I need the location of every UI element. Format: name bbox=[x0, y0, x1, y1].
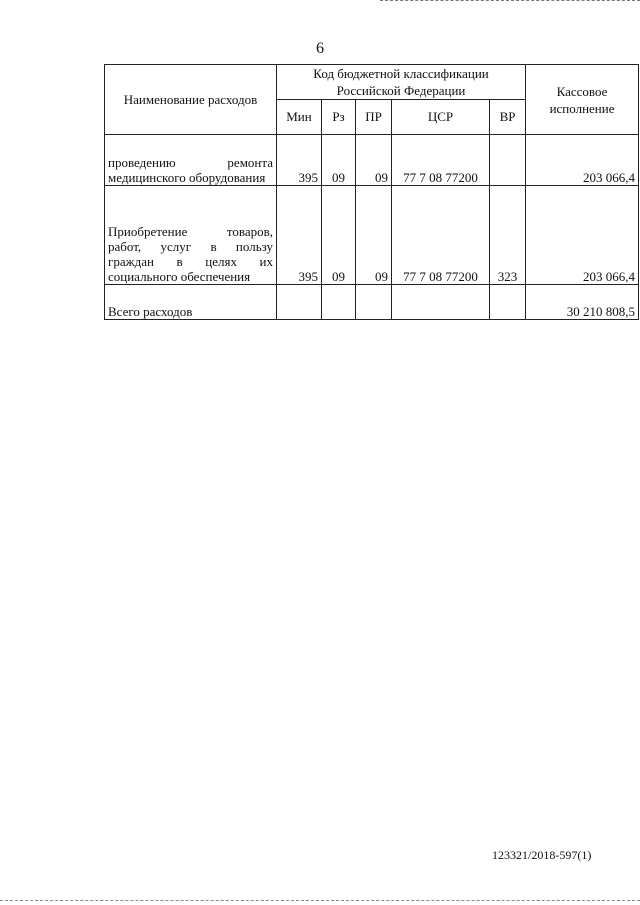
table-row bbox=[105, 186, 639, 285]
table-row bbox=[105, 135, 639, 186]
header-row bbox=[105, 65, 639, 100]
expenses-table bbox=[104, 64, 639, 320]
row-vr: 323 bbox=[490, 186, 526, 285]
row-rz: 09 bbox=[322, 135, 356, 186]
row-min: 395 bbox=[277, 186, 322, 285]
header-rz: Рз bbox=[322, 100, 356, 135]
row-rz: 09 bbox=[322, 186, 356, 285]
header-min: Мин bbox=[277, 100, 322, 135]
row-name: Приобретение товаров, работ, услуг в пользу граждан в целях их социального обеспечения bbox=[105, 186, 277, 285]
row-amount: 203 066,4 bbox=[526, 186, 639, 285]
row-name: проведению ремонта медицинского оборудования bbox=[105, 135, 277, 186]
row-pr: 09 bbox=[356, 186, 392, 285]
row-csr bbox=[392, 285, 490, 320]
row-csr: 77 7 08 77200 bbox=[392, 186, 490, 285]
header-name: Наименование расходов bbox=[105, 65, 277, 135]
row-pr bbox=[356, 285, 392, 320]
header-csr: ЦСР bbox=[392, 100, 490, 135]
scan-artifact-bottom bbox=[0, 900, 640, 902]
header-pr: ПР bbox=[356, 100, 392, 135]
row-amount: 30 210 808,5 bbox=[526, 285, 639, 320]
scan-artifact-top bbox=[380, 0, 640, 2]
row-pr: 09 bbox=[356, 135, 392, 186]
table-row-total bbox=[105, 285, 639, 320]
header-code-group: Код бюджетной классификации Российской Федерации bbox=[277, 65, 526, 100]
row-amount: 203 066,4 bbox=[526, 135, 639, 186]
row-rz bbox=[322, 285, 356, 320]
row-min bbox=[277, 285, 322, 320]
row-vr bbox=[490, 285, 526, 320]
row-csr: 77 7 08 77200 bbox=[392, 135, 490, 186]
row-min: 395 bbox=[277, 135, 322, 186]
page-number: 6 bbox=[316, 40, 324, 57]
document-code: 123321/2018-597(1) bbox=[492, 848, 592, 862]
row-name: Всего расходов bbox=[105, 285, 277, 320]
header-cash: Кассовое исполнение bbox=[526, 65, 639, 135]
row-vr bbox=[490, 135, 526, 186]
header-vr: ВР bbox=[490, 100, 526, 135]
